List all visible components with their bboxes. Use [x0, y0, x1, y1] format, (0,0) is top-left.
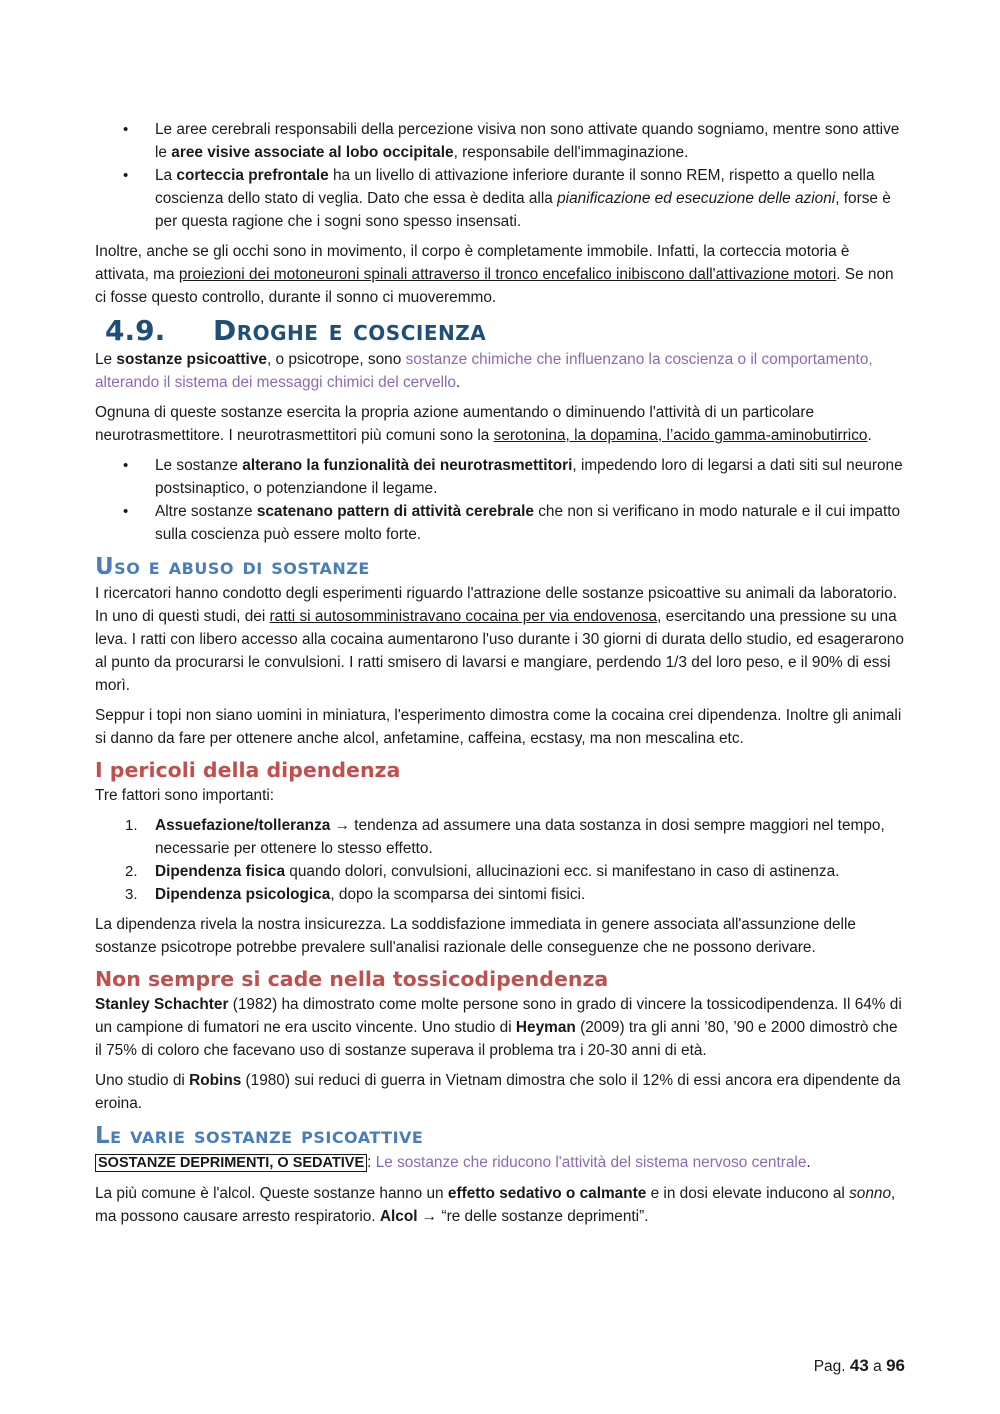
document-page: [95, 118, 907, 1228]
bullet-icon: •: [123, 457, 129, 474]
sostanze-bullet-list: [95, 454, 907, 546]
paragraph-ricercatori: I ricercatori hanno condotto degli esperimenti riguardo l'attrazione delle sostanze psicoattive su animali da laboratorio. In uno di questi studi, dei ratti si autosomministravano cocaina per via endovenosa, esercitando una pressione su una leva. I ratti con libero accesso alla cocaina aumentarono l'uso durante i 30 giorni di durata dello studio, ed esagerarono al punto da procurarsi le convulsioni. I ratti smisero di lavarsi e mangiare, perdendo 1/3 del loro peso, e il 90% di essi morì.: [95, 585, 904, 694]
paragraph-schachter: Stanley Schachter (1982) ha dimostrato come molte persone sono in grado di vincere la tossicodipendenza. Il 64% di un campione di fumatori ne era uscito vincente. Uno studio di Heyman (2009) tra gli anni ’80, ’90 e 2000 dimostrò che il 75% di coloro che facevano uso di sostanze superava il problema tra i 20-30 anni di età.: [95, 996, 902, 1059]
paragraph-seppur: Seppur i topi non siano uomini in miniatura, l'esperimento dimostra come la cocaina crei dipendenza. Inoltre gli animali si danno da fare per ottenere anche alcol, anfetamine, caffeina, ecstasy, ma non mescalina etc.: [95, 707, 902, 747]
list-item: 2. Dipendenza fisica quando dolori, convulsioni, allucinazioni ecc. si manifestano in caso di astinenza.: [125, 863, 840, 880]
list-item: • La corteccia prefrontale ha un livello di attivazione inferiore durante il sonno REM, rispetto a quello nella coscienza dello stato di veglia. Dato che essa è dedita alla pianificazione ed esecuzione delle azioni, forse è per questa ragione che i sogni sono spesso insensati.: [95, 164, 907, 233]
section-title: Droghe e coscienza: [213, 314, 487, 347]
subsection-heading-varie: Le varie sostanze psicoattive: [95, 1123, 424, 1149]
page-number-footer: Pag. 43 a 96: [813, 1356, 905, 1375]
current-page: 43: [849, 1356, 869, 1375]
heading-pericoli: I pericoli della dipendenza: [95, 758, 401, 782]
paragraph-motoria: Inoltre, anche se gli occhi sono in movimento, il corpo è completamente immobile. Infatti, la corteccia motoria è attivata, ma proiezioni dei motoneuroni spinali attraverso il tronco encefalico inibiscono dall'attivazione motori. Se non ci fosse questo controllo, durante il sonno ci muoveremmo.: [95, 243, 894, 306]
boxed-term: SOSTANZE DEPRIMENTI, O SEDATIVE: [95, 1154, 367, 1172]
bullet-icon: •: [123, 503, 129, 520]
list-item: 1. Assuefazione/tolleranza → tendenza ad assumere una data sostanza in dosi sempre maggiori nel tempo, necessarie per ottenere lo stesso effetto.: [125, 817, 885, 857]
paragraph-tre-fattori: Tre fattori sono importanti:: [95, 787, 275, 804]
paragraph-sostanze: Le sostanze psicoattive, o psicotrope, sono sostanze chimiche che influenzano la coscienza o il comportamento, alterando il sistema dei messaggi chimici del cervello.: [95, 351, 873, 391]
paragraph-alcol: La più comune è l'alcol. Queste sostanze hanno un effetto sedativo o calmante e in dosi elevate inducono al sonno, ma possono causare arresto respiratorio. Alcol → “re delle sostanze deprimenti”.: [95, 1185, 896, 1225]
bullet-icon: •: [123, 121, 129, 138]
total-pages: 96: [886, 1356, 905, 1375]
list-item: • Le aree cerebrali responsabili della percezione visiva non sono attivate quando sogniamo, mentre sono attive le aree visive associate al lobo occipitale, responsabile dell'immaginazione.: [95, 118, 907, 164]
list-item: • Altre sostanze scatenano pattern di attività cerebrale che non si verificano in modo naturale e il cui impatto sulla coscienza può essere molto forte.: [95, 500, 907, 546]
list-item: 3. Dipendenza psicologica, dopo la scomparsa dei sintomi fisici.: [125, 886, 586, 903]
heading-non-sempre: Non sempre si cade nella tossicodipendenza: [95, 967, 609, 991]
list-item: • Le sostanze alterano la funzionalità dei neurotrasmettitori, impedendo loro di legarsi a dati siti sul neurone postsinaptico, o potenziandone il legame.: [95, 454, 907, 500]
bullet-icon: •: [123, 167, 129, 184]
section-number: 4.9.: [105, 314, 166, 347]
paragraph-robins: Uno studio di Robins (1980) sui reduci di guerra in Vietnam dimostra che solo il 12% di essi ancora era dipendente da eroina.: [95, 1072, 901, 1112]
subsection-heading-uso: Uso e abuso di sostanze: [95, 554, 370, 580]
section-heading: [105, 314, 907, 348]
paragraph-neurotrasmettitori: Ognuna di queste sostanze esercita la propria azione aumentando o diminuendo l'attività di un particolare neurotrasmettitore. I neurotrasmettitori più comuni sono la serotonina, la dopamina, l’acido gamma-aminobutirrico.: [95, 404, 872, 444]
paragraph-deprimenti: SOSTANZE DEPRIMENTI, O SEDATIVE : Le sostanze che riducono l'attività del sistema nervoso centrale.: [95, 1151, 907, 1175]
fattori-numbered-list: [95, 814, 907, 906]
paragraph-insicurezza: La dipendenza rivela la nostra insicurezza. La soddisfazione immediata in genere associata all'assunzione delle sostanze psicotrope potrebbe prevalere sull'analisi razionale delle conseguenze che ne possono derivare.: [95, 916, 856, 956]
intro-bullet-list: [95, 118, 907, 233]
